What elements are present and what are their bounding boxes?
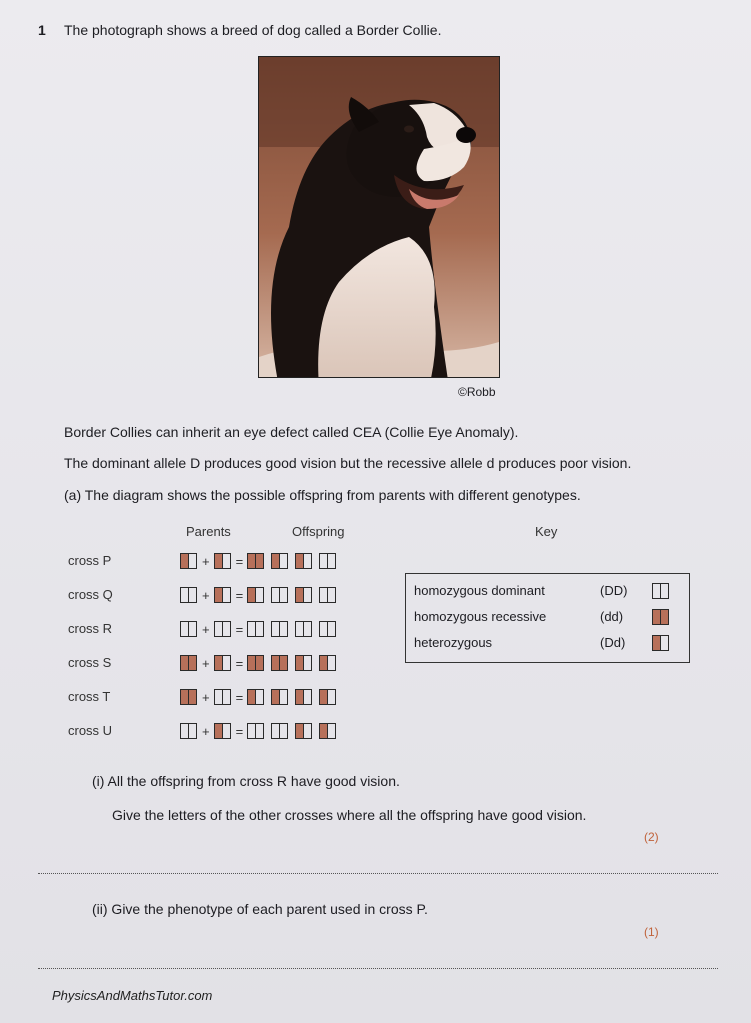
parent-genotype-box — [214, 621, 231, 637]
key-code-dd-recessive: (dd) — [600, 609, 624, 624]
key-label-heterozygous: heterozygous — [414, 635, 493, 650]
plus-sign: + — [202, 689, 210, 705]
border-collie-photo — [258, 56, 500, 378]
cross-row — [180, 653, 337, 673]
cross-label: cross U — [68, 723, 113, 738]
plus-sign: + — [202, 723, 210, 739]
header-key: Key — [535, 524, 558, 539]
equals-sign: = — [235, 621, 244, 637]
offspring-genotype-box — [295, 723, 312, 739]
plus-sign: + — [202, 553, 210, 569]
header-offspring: Offspring — [292, 524, 345, 539]
offspring-genotype-box — [319, 587, 336, 603]
equals-sign: = — [235, 655, 244, 671]
offspring-genotype-box — [271, 689, 288, 705]
offspring-genotype-box — [295, 621, 312, 637]
key-code-heterozygous: (Dd) — [600, 635, 626, 650]
offspring-genotype-box — [295, 553, 312, 569]
part-i-line2: Give the letters of the other crosses where all the offspring have good vision. — [112, 807, 587, 823]
cross-row — [180, 585, 337, 605]
parent-genotype-box — [214, 655, 231, 671]
key-box-heterozygous — [652, 635, 669, 651]
question-intro: The photograph shows a breed of dog called a Border Collie. — [64, 22, 442, 38]
key-code-dd-dominant: (DD) — [600, 583, 628, 598]
answer-line-part-i[interactable] — [38, 873, 718, 874]
offspring-genotype-box — [271, 587, 288, 603]
cross-label: cross R — [68, 621, 113, 636]
offspring-genotype-box — [247, 587, 264, 603]
offspring-genotype-box — [319, 689, 336, 705]
plus-sign: + — [202, 587, 210, 603]
cross-label: cross S — [68, 655, 112, 670]
cross-row — [180, 619, 337, 639]
parent-genotype-box — [180, 587, 197, 603]
part-i-marks: (2) — [644, 830, 659, 844]
offspring-genotype-box — [247, 723, 264, 739]
offspring-genotype-box — [247, 553, 264, 569]
equals-sign: = — [235, 587, 244, 603]
key-label-dd-dominant: homozygous dominant — [414, 583, 545, 598]
part-a-text: (a) The diagram shows the possible offspring from parents with different genotypes. — [64, 487, 581, 503]
part-i-line1: (i) All the offspring from cross R have good vision. — [92, 773, 400, 789]
cross-label: cross Q — [68, 587, 113, 602]
offspring-genotype-box — [247, 655, 264, 671]
key-label-dd-recessive: homozygous recessive — [414, 609, 547, 624]
offspring-genotype-box — [295, 587, 312, 603]
photo-credit: ©Robb — [458, 385, 496, 399]
offspring-genotype-box — [295, 689, 312, 705]
offspring-genotype-box — [319, 723, 336, 739]
cross-row — [180, 687, 337, 707]
parent-genotype-box — [214, 553, 231, 569]
parent-genotype-box — [214, 689, 231, 705]
dog-illustration — [259, 57, 499, 377]
offspring-genotype-box — [319, 553, 336, 569]
offspring-genotype-box — [319, 655, 336, 671]
parent-genotype-box — [214, 723, 231, 739]
parent-genotype-box — [180, 689, 197, 705]
parent-genotype-box — [180, 621, 197, 637]
plus-sign: + — [202, 621, 210, 637]
offspring-genotype-box — [271, 553, 288, 569]
key-box-homozygous-recessive — [652, 609, 669, 625]
answer-line-part-ii[interactable] — [38, 968, 718, 969]
question-number: 1 — [38, 22, 46, 38]
cross-row — [180, 551, 337, 571]
paragraph-cea: Border Collies can inherit an eye defect called CEA (Collie Eye Anomaly). — [64, 424, 519, 440]
offspring-genotype-box — [271, 723, 288, 739]
offspring-genotype-box — [271, 655, 288, 671]
paragraph-alleles: The dominant allele D produces good vision but the recessive allele d produces poor vision. — [64, 455, 632, 471]
key-box-homozygous-dominant — [652, 583, 669, 599]
equals-sign: = — [235, 553, 244, 569]
offspring-genotype-box — [319, 621, 336, 637]
equals-sign: = — [235, 723, 244, 739]
cross-label: cross T — [68, 689, 111, 704]
plus-sign: + — [202, 655, 210, 671]
offspring-genotype-box — [295, 655, 312, 671]
parent-genotype-box — [180, 553, 197, 569]
parent-genotype-box — [180, 655, 197, 671]
genotype-key — [405, 573, 690, 663]
cross-label: cross P — [68, 553, 112, 568]
parent-genotype-box — [180, 723, 197, 739]
part-ii-marks: (1) — [644, 925, 659, 939]
offspring-genotype-box — [247, 621, 264, 637]
cross-row — [180, 721, 337, 741]
offspring-genotype-box — [271, 621, 288, 637]
equals-sign: = — [235, 689, 244, 705]
offspring-genotype-box — [247, 689, 264, 705]
part-ii-line1: (ii) Give the phenotype of each parent used in cross P. — [92, 901, 428, 917]
header-parents: Parents — [186, 524, 231, 539]
footer-site: PhysicsAndMathsTutor.com — [52, 988, 213, 1003]
parent-genotype-box — [214, 587, 231, 603]
